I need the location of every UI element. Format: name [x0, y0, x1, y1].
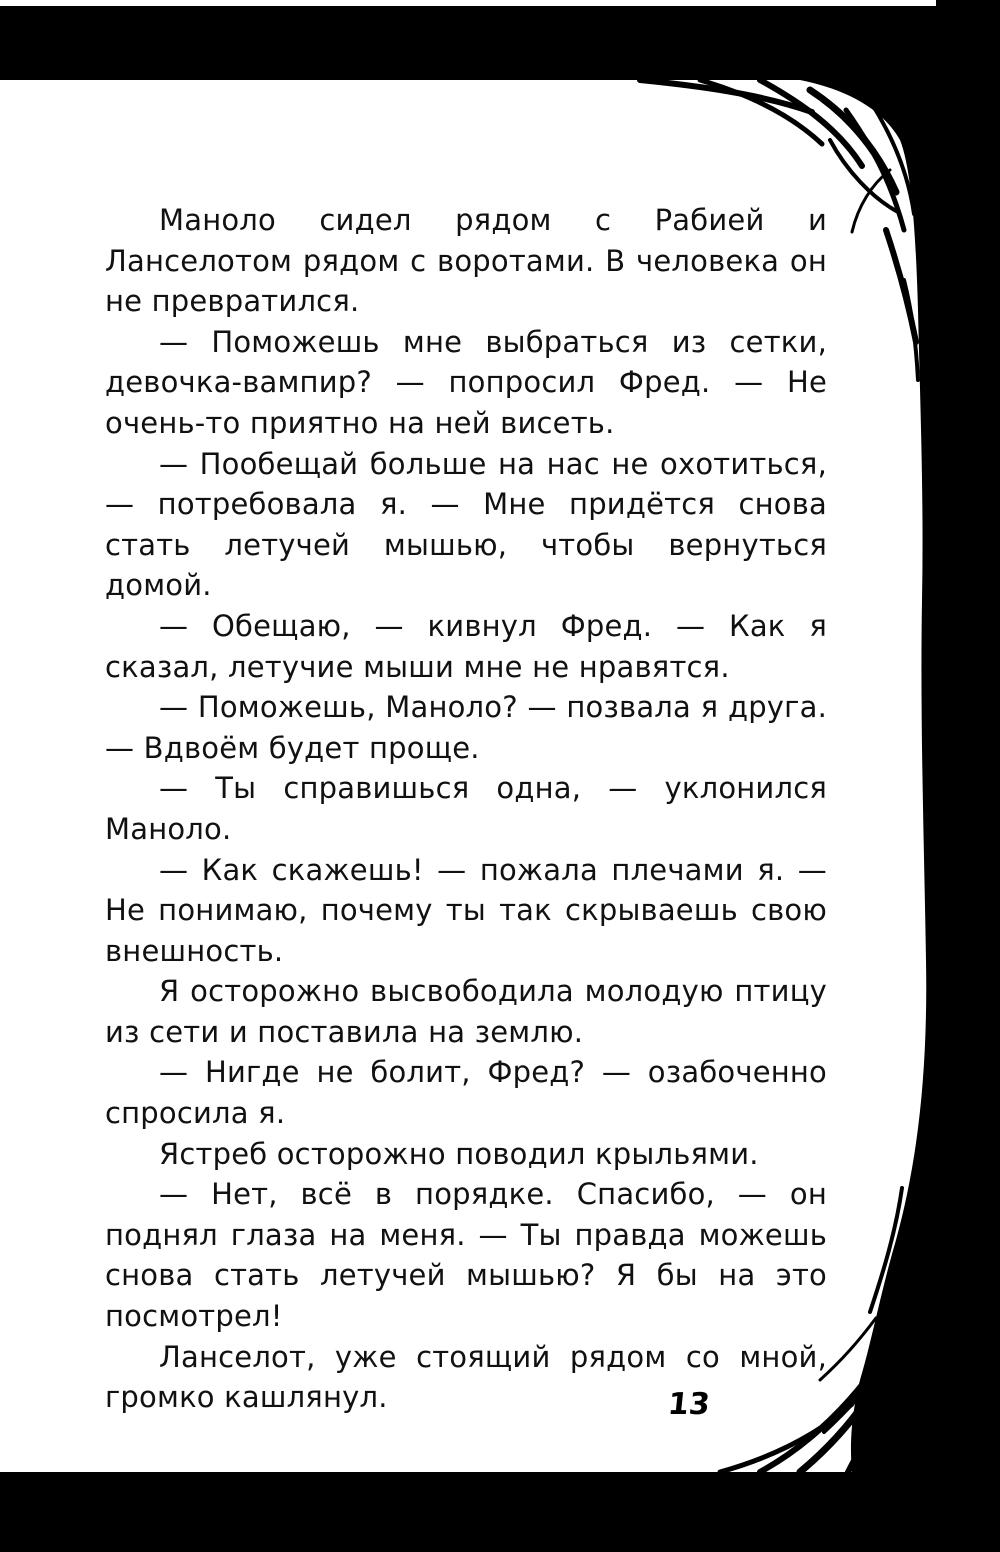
paragraph: — Пообещай больше на нас не охотиться, — потребовала я. — Мне придётся снова стать летучей мышью, чтобы вернуться домой. [105, 446, 827, 603]
paragraph: Маноло сидел рядом с Рабией и Ланселотом рядом с воротами. В человека он не превратился. [105, 203, 827, 319]
paragraph: — Нет, всё в порядке. Спасибо, — он поднял глаза на меня. — Ты правда можешь снова стать летучей мышью? Я бы на это посмотрел! [105, 1177, 827, 1334]
paragraph: Ястреб осторожно поводил крыльями. [159, 1136, 759, 1171]
page-number: 13 [666, 1387, 712, 1422]
paragraph: — Поможешь, Маноло? — позвала я друга. — Вдвоём будет проще. [105, 690, 827, 765]
paragraph: — Как скажешь! — пожала плечами я. — Не понимаю, почему ты так скрываешь свою внешность. [105, 852, 827, 968]
paragraph: — Нигде не болит, Фред? — озабоченно спросила я. [105, 1055, 827, 1131]
paragraph: — Поможешь мне выбраться из сетки, девочка-вампир? — попросил Фред. — Не очень-то приятно на ней висеть. [105, 324, 827, 440]
paragraph: Ланселот, уже стоящий рядом со мной, громко кашлянул. [105, 1339, 827, 1415]
paragraph: — Обещаю, — кивнул Фред. — Как я сказал, летучие мыши мне не нравятся. [105, 608, 827, 684]
body-text [105, 200, 827, 1418]
page-area [0, 80, 1000, 1472]
paragraph: Я осторожно высвободила молодую птицу из сети и поставила на землю. [105, 974, 827, 1049]
paragraph: — Ты справишься одна, — уклонился Маноло. [105, 771, 827, 846]
top-white-strip [0, 0, 936, 6]
